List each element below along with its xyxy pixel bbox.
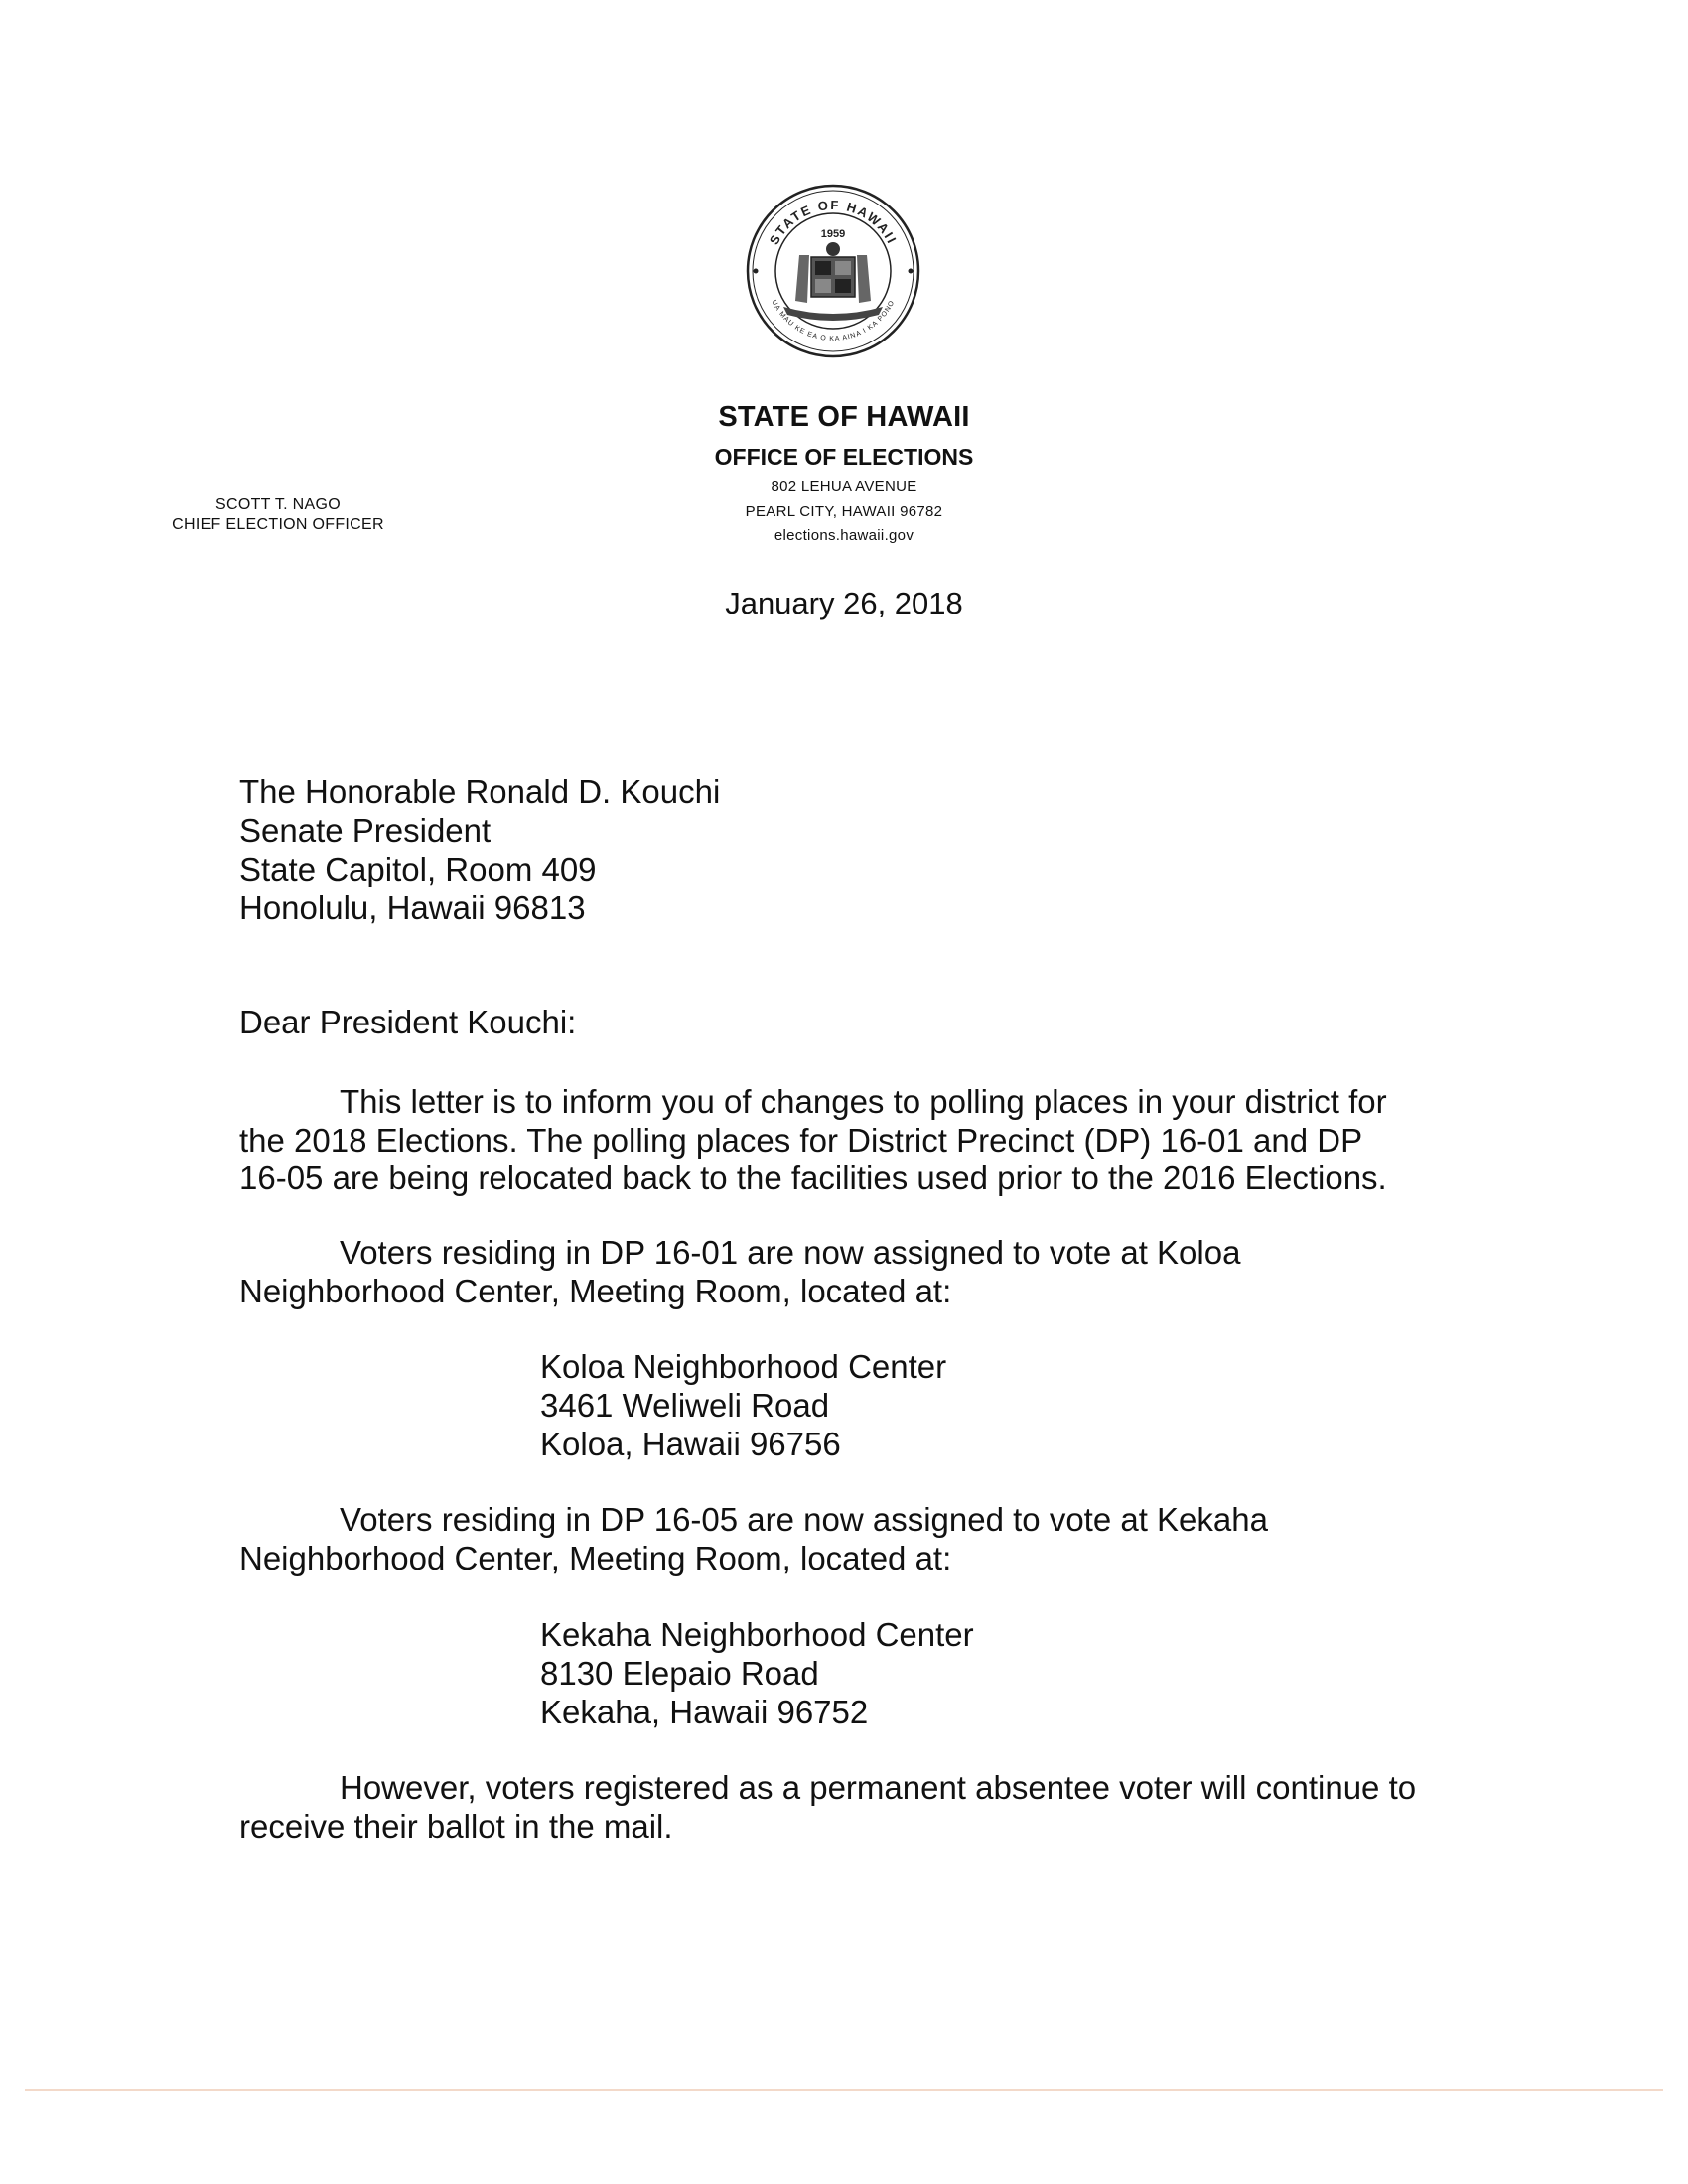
- paragraph1-line1: This letter is to inform you of changes to polling places in your district for: [340, 1083, 1387, 1120]
- letterhead-address-line1: 802 LEHUA AVENUE: [771, 478, 917, 495]
- state-seal: [744, 182, 922, 360]
- seal-ring-text: STATE OF HAWAII: [766, 197, 901, 248]
- location2-street: 8130 Elepaio Road: [540, 1655, 819, 1692]
- location2-city: Kekaha, Hawaii 96752: [540, 1694, 869, 1730]
- recipient-name: The Honorable Ronald D. Kouchi: [239, 773, 721, 810]
- letterhead-website: elections.hawaii.gov: [774, 527, 914, 544]
- paragraph2-line1: Voters residing in DP 16-01 are now assigned to vote at Koloa: [340, 1234, 1241, 1271]
- salutation: Dear President Kouchi:: [239, 1004, 577, 1040]
- paragraph4-line1: However, voters registered as a permanent absentee voter will continue to: [340, 1769, 1417, 1806]
- paragraph1-line3: 16-05 are being relocated back to the facilities used prior to the 2016 Elections.: [239, 1160, 1387, 1196]
- letterhead-state: STATE OF HAWAII: [718, 401, 970, 433]
- paragraph3-line1: Voters residing in DP 16-05 are now assigned to vote at Kekaha: [340, 1501, 1268, 1538]
- recipient-title: Senate President: [239, 812, 492, 849]
- location1-street: 3461 Weliweli Road: [540, 1387, 830, 1424]
- letterhead-office: OFFICE OF ELECTIONS: [714, 444, 974, 470]
- seal-motto: UA MAU KE EA O KA AINA I KA PONO: [770, 299, 897, 343]
- svg-text:UA MAU KE EA O KA AINA I KA PO: [770, 299, 896, 342]
- recipient-address-line1: State Capitol, Room 409: [239, 851, 597, 887]
- officer-title: CHIEF ELECTION OFFICER: [172, 516, 384, 533]
- paragraph3-line2: Neighborhood Center, Meeting Room, located at:: [239, 1540, 952, 1576]
- officer-name: SCOTT T. NAGO: [215, 496, 341, 513]
- letterhead-address-line2: PEARL CITY, HAWAII 96782: [745, 503, 943, 520]
- paragraph4-line2: receive their ballot in the mail.: [239, 1808, 673, 1844]
- footer-rule: [25, 2089, 1663, 2091]
- state-seal-graphic: [744, 182, 922, 360]
- paragraph1-line2: the 2018 Elections. The polling places for District Precinct (DP) 16-01 and DP: [239, 1122, 1363, 1159]
- paragraph2-line2: Neighborhood Center, Meeting Room, located at:: [239, 1273, 952, 1309]
- letter-date: January 26, 2018: [725, 586, 963, 620]
- location1-name: Koloa Neighborhood Center: [540, 1348, 947, 1385]
- seal-year: 1959: [820, 228, 846, 240]
- recipient-address-line2: Honolulu, Hawaii 96813: [239, 889, 586, 926]
- location2-name: Kekaha Neighborhood Center: [540, 1616, 974, 1653]
- location1-city: Koloa, Hawaii 96756: [540, 1426, 841, 1462]
